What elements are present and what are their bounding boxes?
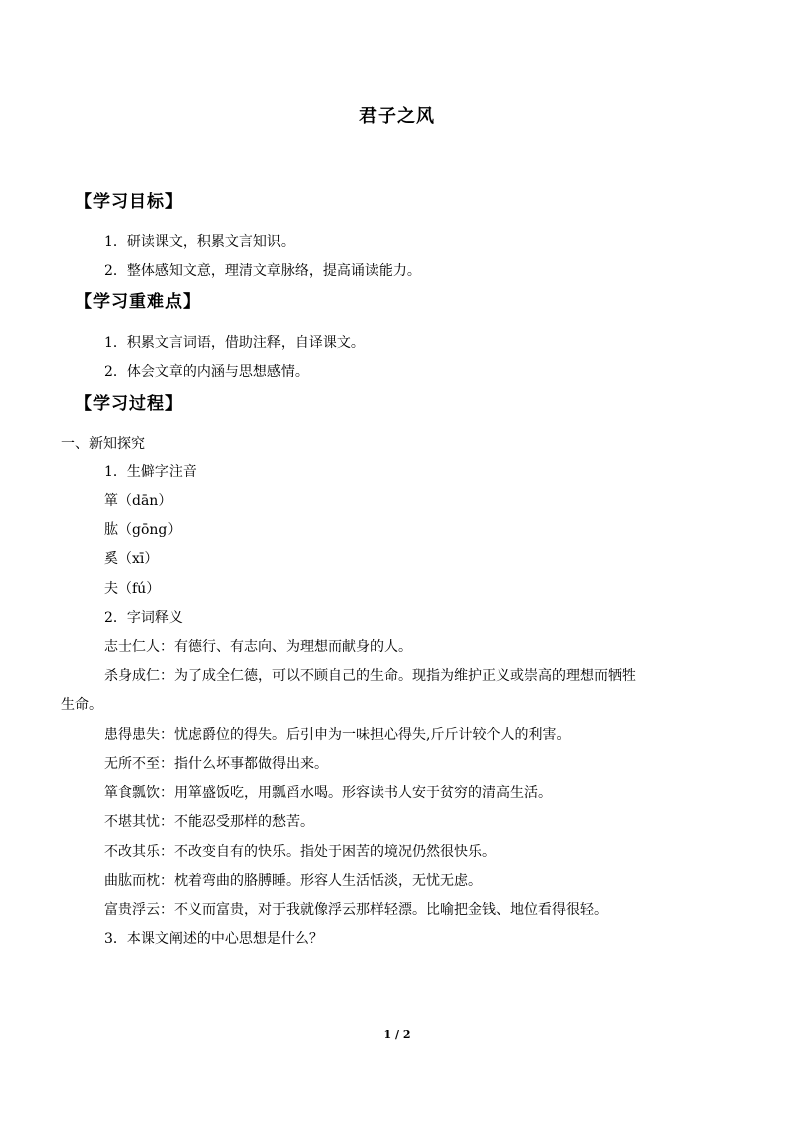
definition-item: 曲肱而枕：枕着弯曲的胳膊睡。形容人生活恬淡，无忧无虑。 xyxy=(104,873,482,889)
section-heading-goals: 【学习目标】 xyxy=(75,192,183,212)
pinyin-item: 肱（gōng） xyxy=(104,522,182,538)
definition-item: 杀身成仁：为了成全仁德，可以不顾自己的生命。现指为维护正义或崇高的理想而牺牲 xyxy=(104,668,636,684)
definition-item: 不堪其忧：不能忍受那样的愁苦。 xyxy=(104,814,314,830)
document-title: 君子之风 xyxy=(359,106,435,127)
page-number: 1 / 2 xyxy=(383,1028,411,1041)
part-title-new-knowledge: 一、新知探究 xyxy=(61,436,145,452)
definition-item: 不改其乐：不改变自有的快乐。指处于困苦的境况仍然很快乐。 xyxy=(104,844,496,860)
goal-item-1: 1．研读课文，积累文言知识。 xyxy=(104,234,295,250)
definition-item: 志士仁人：有德行、有志向、为理想而献身的人。 xyxy=(104,639,412,655)
pinyin-item: 箪（dān） xyxy=(104,493,173,509)
subheading-pinyin: 1．生僻字注音 xyxy=(104,464,197,480)
definition-item: 无所不至：指什么坏事都做得出来。 xyxy=(104,756,328,772)
subheading-central-idea: 3．本课文阐述的中心思想是什么？ xyxy=(104,931,323,947)
section-heading-process: 【学习过程】 xyxy=(75,394,183,414)
goal-item-2: 2．整体感知文意，理清文章脉络，提高诵读能力。 xyxy=(104,263,421,279)
key-point-item-2: 2．体会文章的内涵与思想感情。 xyxy=(104,364,309,380)
subheading-definitions: 2．字词释义 xyxy=(104,610,183,626)
pinyin-item: 夫（fú） xyxy=(104,581,161,597)
key-point-item-1: 1．积累文言词语，借助注释，自译课文。 xyxy=(104,335,365,351)
definition-item: 箪食瓢饮：用箪盛饭吃，用瓢舀水喝。形容读书人安于贫穷的清高生活。 xyxy=(104,785,552,801)
section-heading-key-points: 【学习重难点】 xyxy=(75,292,201,312)
pinyin-item: 奚（xī） xyxy=(104,551,159,567)
definition-item: 富贵浮云：不义而富贵，对于我就像浮云那样轻漂。比喻把金钱、地位看得很轻。 xyxy=(104,902,608,918)
definition-item-continuation: 生命。 xyxy=(61,697,103,713)
definition-item: 患得患失：忧虑爵位的得失。后引申为一味担心得失,斤斤计较个人的利害。 xyxy=(104,727,571,743)
